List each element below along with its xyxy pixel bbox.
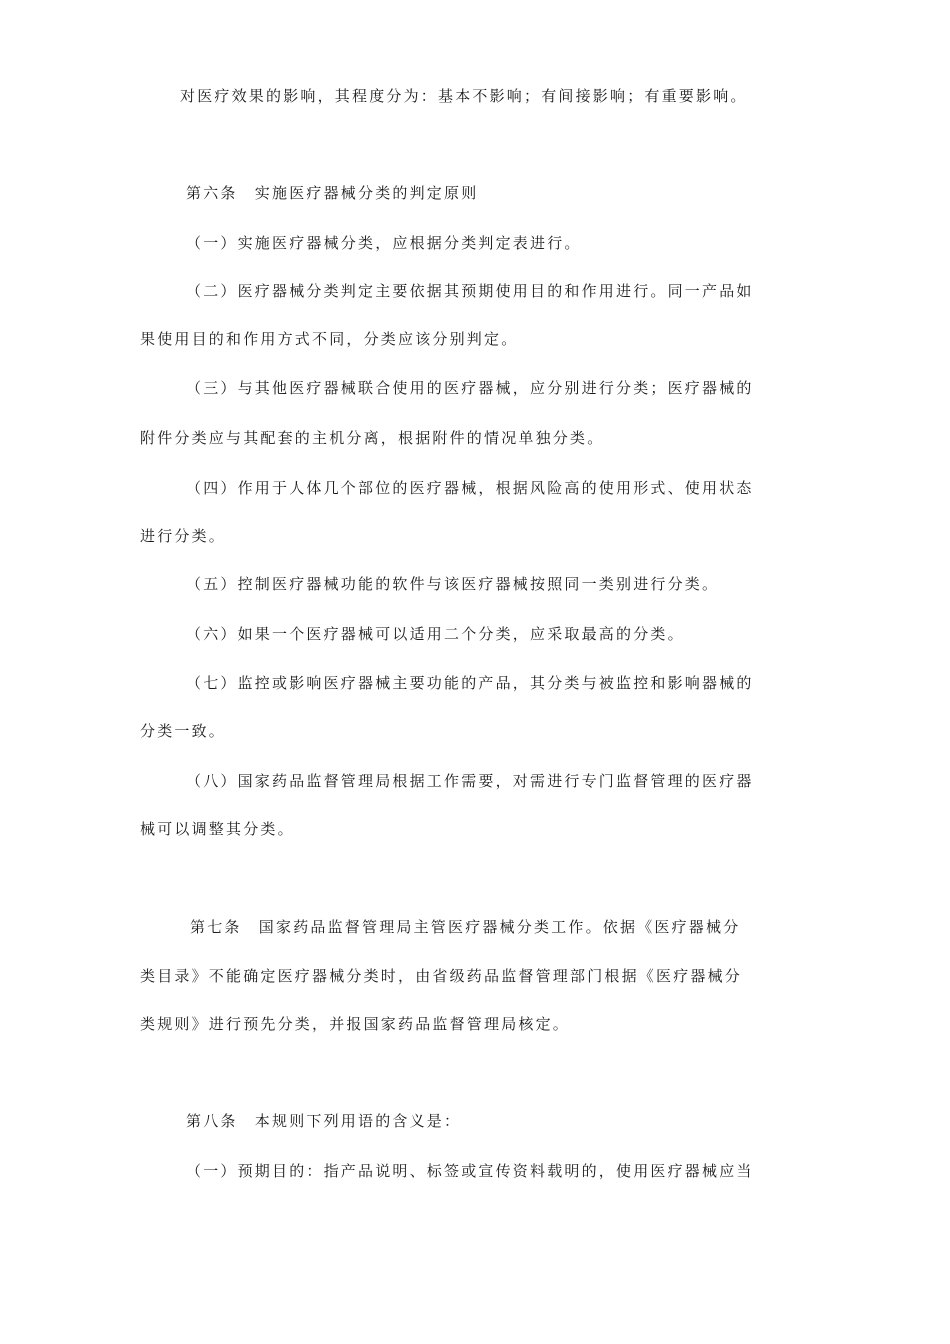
text-line: 对医疗效果的影响，其程度分为：基本不影响；有间接影响；有重要影响。 [180, 87, 748, 105]
text-line: （二）医疗器械分类判定主要依据其预期使用目的和作用进行。同一产品如 [186, 282, 754, 300]
section-heading-article-7: 第七条 国家药品监督管理局主管医疗器械分类工作。依据《医疗器械分 [190, 918, 741, 936]
text-line: （六）如果一个医疗器械可以适用二个分类，应采取最高的分类。 [186, 625, 685, 643]
text-line: 械可以调整其分类。 [140, 820, 295, 838]
text-line: （一）预期目的：指产品说明、标签或宣传资料载明的，使用医疗器械应当 [186, 1162, 754, 1180]
text-line: （一）实施医疗器械分类，应根据分类判定表进行。 [186, 234, 582, 252]
text-line: 分类一致。 [140, 722, 227, 740]
text-line: 进行分类。 [140, 527, 227, 545]
section-heading-article-6: 第六条 实施医疗器械分类的判定原则 [186, 184, 479, 202]
text-line: 类目录》不能确定医疗器械分类时，由省级药品监督管理部门根据《医疗器械分 [140, 967, 743, 985]
text-line: （三）与其他医疗器械联合使用的医疗器械，应分别进行分类；医疗器械的 [186, 379, 754, 397]
text-line: 果使用目的和作用方式不同，分类应该分别判定。 [140, 330, 519, 348]
text-line: （五）控制医疗器械功能的软件与该医疗器械按照同一类别进行分类。 [186, 575, 720, 593]
text-line: 类规则》进行预先分类，并报国家药品监督管理局核定。 [140, 1015, 571, 1033]
text-line: （八）国家药品监督管理局根据工作需要，对需进行专门监督管理的医疗器 [186, 772, 754, 790]
text-line: （四）作用于人体几个部位的医疗器械，根据风险高的使用形式、使用状态 [186, 479, 754, 497]
text-line: 附件分类应与其配套的主机分离，根据附件的情况单独分类。 [140, 429, 605, 447]
section-heading-article-8: 第八条 本规则下列用语的含义是： [186, 1112, 462, 1130]
text-line: （七）监控或影响医疗器械主要功能的产品，其分类与被监控和影响器械的 [186, 674, 754, 692]
